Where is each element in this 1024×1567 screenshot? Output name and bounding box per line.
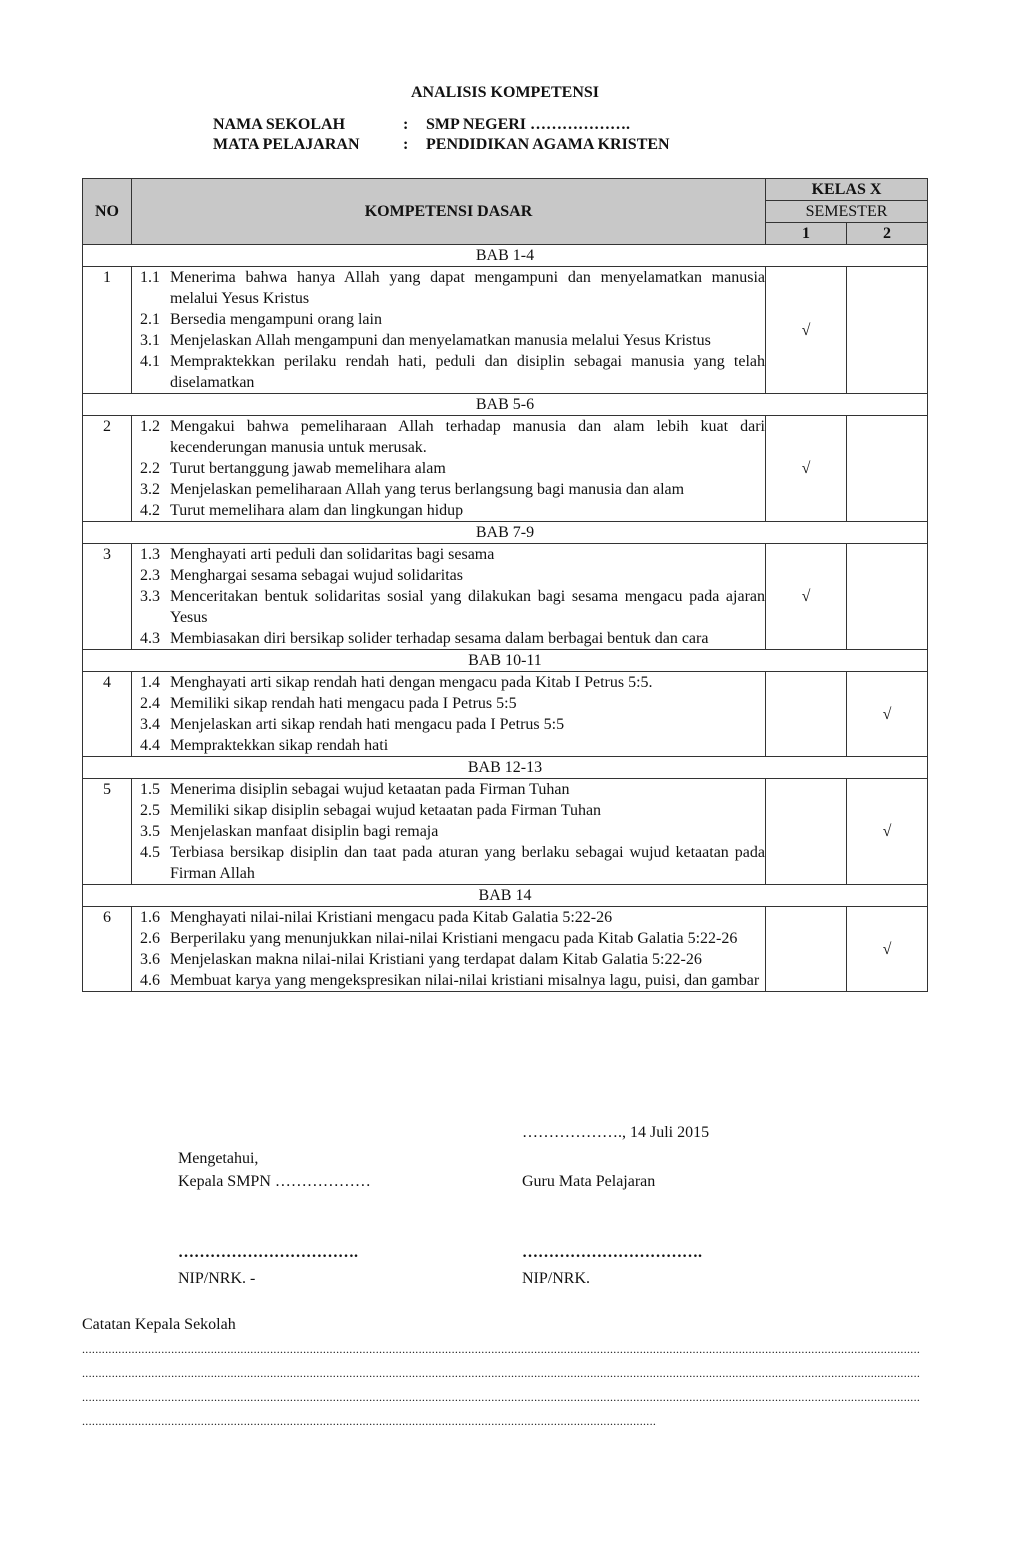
notes-line: .............................................................................................................................................................................. <box>82 1414 657 1428</box>
table-row <box>83 779 928 885</box>
competency-item <box>140 949 765 970</box>
competency-number: 1.3 <box>140 546 160 563</box>
table-row <box>83 672 928 757</box>
bab-row <box>83 245 928 267</box>
competency-number: 3.4 <box>140 716 160 733</box>
competency-item <box>140 714 765 735</box>
competency-text: Menghargai sesama sebagai wujud solidaritas <box>170 567 463 584</box>
competency-number: 1.2 <box>140 418 160 435</box>
competency-text: Memiliki sikap rendah hati mengacu pada I Petrus 5:5 <box>170 695 517 712</box>
competency-cell <box>132 544 766 650</box>
document-title: ANALISIS KOMPETENSI <box>410 84 600 101</box>
competency-text: Menerima disiplin sebagai wujud ketaatan pada Firman Tuhan <box>170 781 570 798</box>
competency-text: Menjelaskan arti sikap rendah hati mengacu pada I Petrus 5:5 <box>170 716 565 733</box>
bab-row <box>83 757 928 779</box>
competency-number: 3.6 <box>140 951 160 968</box>
competency-number: 1.4 <box>140 674 160 691</box>
principal-label: Kepala SMPN ……………… <box>178 1173 371 1190</box>
bab-row <box>83 885 928 907</box>
competency-text: Terbiasa bersikap disiplin dan taat pada aturan yang berlaku sebagai wujud ketaatan pada Firman Allah <box>170 844 765 882</box>
competency-number: 2.4 <box>140 695 160 712</box>
competency-table <box>82 178 928 992</box>
competency-text: Menjelaskan manfaat disiplin bagi remaja <box>170 823 439 840</box>
competency-item <box>140 907 765 928</box>
semester-2-cell <box>847 544 928 650</box>
subject-value: PENDIDIKAN AGAMA KRISTEN <box>426 136 670 153</box>
competency-item <box>140 628 765 649</box>
notes-label: Catatan Kepala Sekolah <box>82 1316 236 1333</box>
competency-number: 1.5 <box>140 781 160 798</box>
row-number: 3 <box>83 544 132 650</box>
competency-item <box>140 458 765 479</box>
semester-2-cell <box>847 672 928 757</box>
bab-label: BAB 10-11 <box>83 650 928 672</box>
competency-text: Bersedia mengampuni orang lain <box>170 311 382 328</box>
competency-text: Menjelaskan Allah mengampuni dan menyelamatkan manusia melalui Yesus Kristus <box>170 332 711 349</box>
competency-cell <box>132 267 766 394</box>
principal-signature-line: ……………………………. <box>178 1244 358 1261</box>
competency-text: Menerima bahwa hanya Allah yang dapat mengampuni dan menyelamatkan manusia melalui Yesus Kristus <box>170 269 765 307</box>
competency-item <box>140 309 765 330</box>
competency-text: Menghayati arti sikap rendah hati dengan mengacu pada Kitab I Petrus 5:5. <box>170 674 653 691</box>
competency-number: 1.6 <box>140 909 160 926</box>
competency-text: Mempraktekkan perilaku rendah hati, peduli dan disiplin sebagai manusia yang telah diselamatkan <box>170 353 765 391</box>
bab-row <box>83 650 928 672</box>
table-row <box>83 907 928 992</box>
competency-text: Mengakui bahwa pemeliharaan Allah terhadap manusia dan alam lebih kuat dari kecenderungan manusia untuk merusak. <box>170 418 765 456</box>
subject-label: MATA PELAJARAN <box>213 136 360 153</box>
col-header-semester: SEMESTER <box>766 201 928 223</box>
competency-item <box>140 330 765 351</box>
competency-item <box>140 500 765 521</box>
competency-number: 3.5 <box>140 823 160 840</box>
competency-item <box>140 544 765 565</box>
competency-text: Menjelaskan makna nilai-nilai Kristiani yang terdapat dalam Kitab Galatia 5:22-26 <box>170 951 702 968</box>
competency-text: Menceritakan bentuk solidaritas sosial yang dilakukan bagi sesama mengacu pada ajaran Yesus <box>170 588 765 626</box>
checkmark-icon: √ <box>882 940 892 958</box>
competency-number: 3.3 <box>140 588 160 605</box>
competency-number: 4.3 <box>140 630 160 647</box>
col-header-kelas: KELAS X <box>766 179 928 201</box>
bab-row <box>83 394 928 416</box>
semester-1-cell <box>766 267 847 394</box>
bab-label: BAB 5-6 <box>83 394 928 416</box>
competency-text: Menghayati nilai-nilai Kristiani mengacu pada Kitab Galatia 5:22-26 <box>170 909 613 926</box>
competency-text: Membuat karya yang mengekspresikan nilai-nilai kristiani misalnya lagu, puisi, dan gambar <box>170 972 760 989</box>
acknowledged-label: Mengetahui, <box>178 1150 259 1167</box>
competency-item <box>140 479 765 500</box>
competency-number: 2.3 <box>140 567 160 584</box>
competency-item <box>140 565 765 586</box>
row-number: 6 <box>83 907 132 992</box>
teacher-nip: NIP/NRK. <box>522 1270 591 1287</box>
competency-item <box>140 970 765 991</box>
semester-2-cell <box>847 779 928 885</box>
row-number: 2 <box>83 416 132 522</box>
school-colon: : <box>403 116 409 133</box>
competency-text: Turut memelihara alam dan lingkungan hidup <box>170 502 464 519</box>
competency-item <box>140 672 765 693</box>
notes-line: .............................................................................................................................................................................................................................................................. <box>82 1390 921 1404</box>
row-number: 5 <box>83 779 132 885</box>
checkmark-icon: √ <box>801 588 811 605</box>
row-number: 1 <box>83 267 132 394</box>
competency-number: 4.5 <box>140 844 160 861</box>
col-header-no: NO <box>83 179 132 245</box>
competency-text: Berperilaku yang menunjukkan nilai-nilai Kristiani mengacu pada Kitab Galatia 5:22-26 <box>170 930 738 947</box>
competency-text: Menghayati arti peduli dan solidaritas bagi sesama <box>170 546 495 563</box>
competency-item <box>140 351 765 393</box>
competency-text: Membiasakan diri bersikap solider terhadap sesama dalam berbagai bentuk dan cara <box>170 630 709 647</box>
competency-item <box>140 267 765 309</box>
competency-item <box>140 586 765 628</box>
school-value: SMP NEGERI ………………. <box>426 116 631 133</box>
competency-cell <box>132 779 766 885</box>
semester-1-cell <box>766 544 847 650</box>
competency-item <box>140 842 765 884</box>
competency-item <box>140 800 765 821</box>
principal-nip: NIP/NRK. - <box>178 1270 256 1287</box>
sign-date: ………………., 14 Juli 2015 <box>522 1124 710 1141</box>
checkmark-icon: √ <box>882 823 892 840</box>
competency-item <box>140 821 765 842</box>
table-body <box>83 245 928 992</box>
bab-label: BAB 12-13 <box>83 757 928 779</box>
semester-1-cell <box>766 416 847 522</box>
teacher-label: Guru Mata Pelajaran <box>522 1173 656 1190</box>
competency-number: 2.6 <box>140 930 160 947</box>
competency-text: Menjelaskan pemeliharaan Allah yang terus berlangsung bagi manusia dan alam <box>170 481 685 498</box>
competency-item <box>140 928 765 949</box>
table-row <box>83 544 928 650</box>
competency-number: 2.5 <box>140 802 160 819</box>
teacher-signature-line: ……………………………. <box>522 1244 702 1261</box>
competency-number: 4.6 <box>140 972 160 989</box>
table-row <box>83 416 928 522</box>
competency-number: 3.1 <box>140 332 160 349</box>
subject-colon: : <box>403 136 409 153</box>
semester-2-cell <box>847 267 928 394</box>
notes-line: .............................................................................................................................................................................................................................................................. <box>82 1342 921 1356</box>
row-number: 4 <box>83 672 132 757</box>
competency-number: 2.2 <box>140 460 160 477</box>
competency-item <box>140 416 765 458</box>
competency-cell <box>132 672 766 757</box>
checkmark-icon: √ <box>882 705 892 723</box>
bab-label: BAB 1-4 <box>83 245 928 267</box>
competency-number: 4.1 <box>140 353 160 370</box>
competency-text: Memiliki sikap disiplin sebagai wujud ketaatan pada Firman Tuhan <box>170 802 602 819</box>
competency-item <box>140 779 765 800</box>
competency-text: Turut bertanggung jawab memelihara alam <box>170 460 446 477</box>
semester-1-cell <box>766 672 847 757</box>
table-row <box>83 267 928 394</box>
competency-number: 1.1 <box>140 269 160 286</box>
competency-number: 4.2 <box>140 502 160 519</box>
competency-text: Mempraktekkan sikap rendah hati <box>170 737 389 754</box>
notes-line: .............................................................................................................................................................................................................................................................. <box>82 1366 921 1380</box>
competency-item <box>140 735 765 756</box>
bab-row <box>83 522 928 544</box>
competency-number: 3.2 <box>140 481 160 498</box>
col-header-semester-2: 2 <box>847 223 928 245</box>
semester-2-cell <box>847 416 928 522</box>
checkmark-icon: √ <box>801 460 811 477</box>
semester-2-cell <box>847 907 928 992</box>
competency-cell <box>132 416 766 522</box>
col-header-kd: KOMPETENSI DASAR <box>132 179 766 245</box>
checkmark-icon: √ <box>801 321 811 339</box>
competency-number: 2.1 <box>140 311 160 328</box>
competency-cell <box>132 907 766 992</box>
bab-label: BAB 7-9 <box>83 522 928 544</box>
school-label: NAMA SEKOLAH <box>213 116 346 133</box>
col-header-semester-1: 1 <box>766 223 847 245</box>
semester-1-cell <box>766 779 847 885</box>
competency-item <box>140 693 765 714</box>
competency-number: 4.4 <box>140 737 160 754</box>
bab-label: BAB 14 <box>83 885 928 907</box>
semester-1-cell <box>766 907 847 992</box>
